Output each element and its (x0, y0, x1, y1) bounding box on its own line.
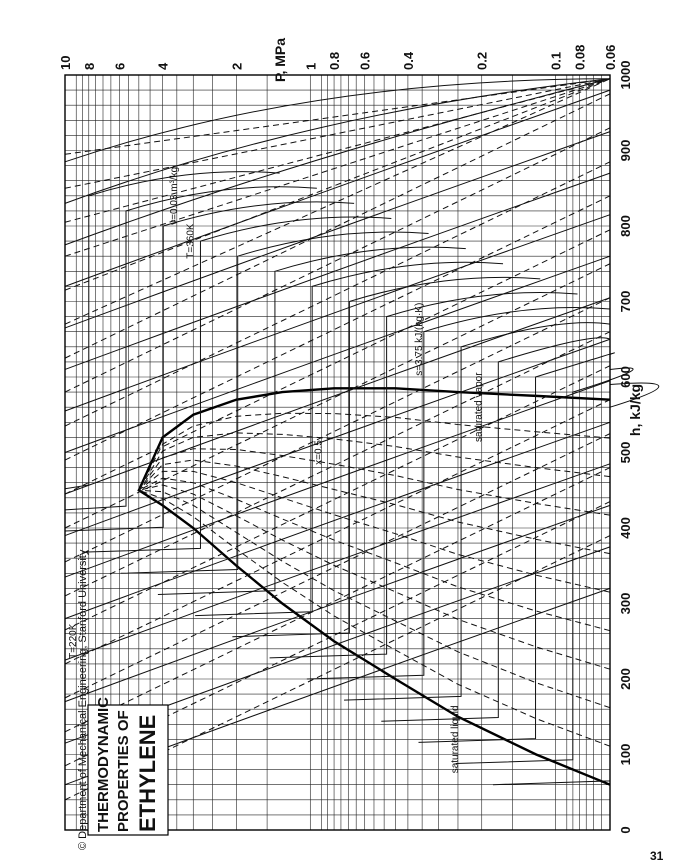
y-tick-label: 0.08 (572, 44, 588, 70)
quality-line (139, 449, 610, 515)
isotherm-line (307, 308, 610, 679)
x-tick-label: 500 (618, 441, 633, 464)
y-tick-label: 6 (112, 62, 128, 70)
x-tick-label: 100 (618, 743, 633, 766)
curve-annotation: s=3.75 kJ/(kg·K) (414, 302, 426, 376)
chart-curves (65, 79, 659, 800)
curve-annotation: v=0.03 m³/kg (168, 166, 180, 225)
quality-line (139, 490, 610, 707)
curve-annotation: T=220K (68, 623, 80, 659)
quality-line (139, 413, 610, 490)
y-axis-label: P, MPa (272, 37, 288, 83)
title-line-1: THERMODYNAMIC (95, 697, 112, 832)
isochore-line (65, 468, 610, 732)
title-line-2: PROPERTIES OF (115, 710, 132, 832)
curve-annotation: x=0.5 (313, 440, 325, 465)
credit-text: © Department of Mechanical Engineering, Stanford University (77, 549, 89, 850)
x-tick-label: 0 (618, 826, 633, 834)
isentrope-line (65, 422, 610, 618)
quality-line (139, 460, 610, 554)
isentrope-line (65, 215, 610, 411)
x-axis-label: h, kJ/kg (627, 383, 643, 437)
quality-line (139, 490, 610, 746)
x-tick-label: 800 (618, 215, 633, 237)
isentrope-line (65, 256, 610, 452)
y-tick-label: 0.6 (357, 51, 373, 70)
curve-annotation: saturated liquid (449, 705, 461, 774)
y-tick-label: 0.4 (400, 51, 416, 70)
y-tick-label: 0.8 (327, 51, 343, 70)
isochore-line (65, 298, 610, 562)
x-tick-label: 700 (618, 290, 633, 313)
y-tick-label: 10 (58, 55, 73, 70)
quality-line (139, 478, 610, 631)
y-tick-label: 8 (81, 62, 97, 70)
curve-annotation: saturated vapor (473, 372, 485, 442)
x-tick-label: 900 (618, 139, 633, 162)
y-tick-label: 0.1 (548, 51, 564, 70)
isentrope-line (65, 79, 610, 245)
x-tick-label: 1000 (618, 60, 633, 90)
y-tick-label: 4 (155, 62, 171, 70)
y-tick-label: 1 (303, 62, 319, 70)
x-tick-label: 300 (618, 592, 633, 615)
y-tick-label: 0.06 (603, 44, 618, 70)
isochore-line (65, 162, 610, 426)
page-number: 31 (650, 849, 664, 863)
x-tick-label: 200 (618, 668, 633, 690)
title-line-3: ETHYLENE (135, 714, 160, 832)
x-tick-label: 400 (618, 517, 633, 539)
y-tick-label: 2 (229, 62, 245, 70)
quality-line (139, 485, 610, 669)
isentrope-line (65, 90, 610, 286)
x-tick-label: 600 (618, 366, 633, 388)
quality-line (139, 471, 610, 592)
y-tick-label: 0.2 (474, 51, 490, 70)
isotherm-line (65, 202, 354, 531)
isochore-line (65, 79, 610, 290)
curve-annotation: T=360K (185, 223, 197, 259)
